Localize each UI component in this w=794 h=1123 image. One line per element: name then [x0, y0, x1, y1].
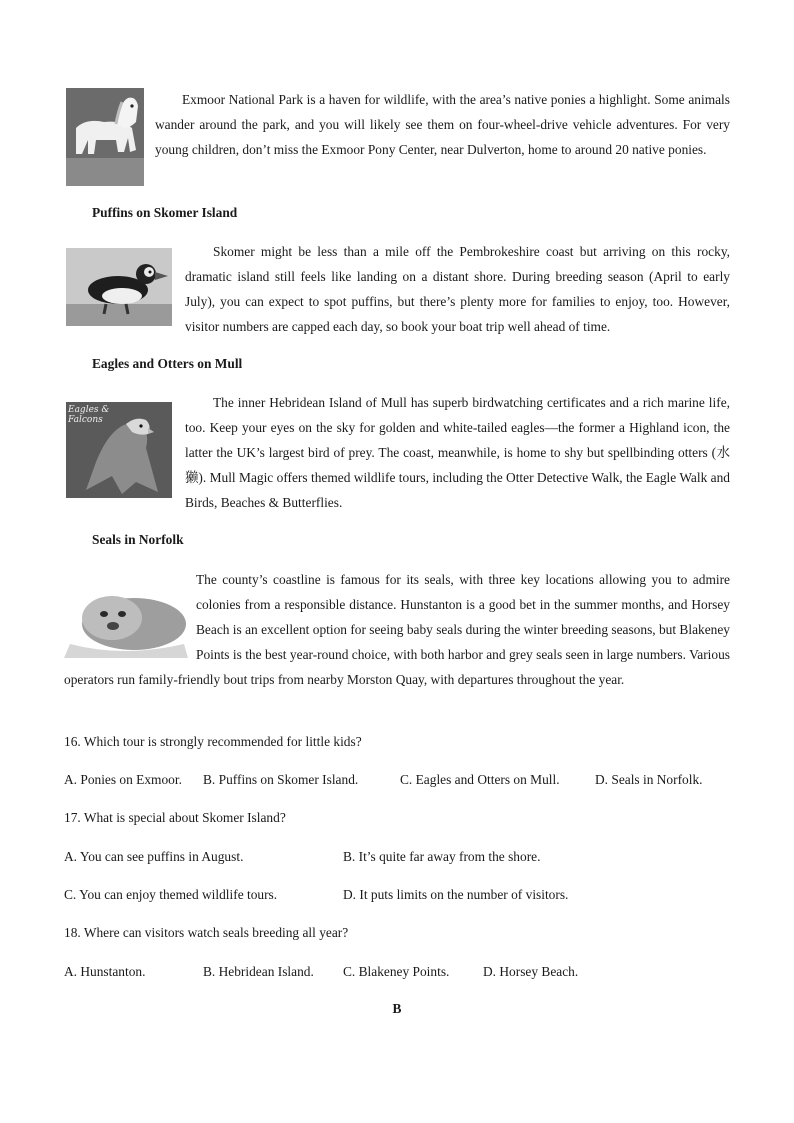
skomer-paragraph: Skomer might be less than a mile off the Pembrokeshire coast but arriving on this rocky, dramatic island still feels like landing on a distant shore. During breeding season (April to early July), you can expect to spot puffins, but there’s plenty more for families to enjoy, too. However, visitor numbers are capped each day, so book your boat trip well ahead of time.: [185, 244, 730, 334]
norfolk-float-spacer: [64, 567, 196, 667]
question-18-option-d: D. Horsey Beach.: [483, 964, 579, 979]
question-17-option-d: D. It puts limits on the number of visitors.: [343, 887, 569, 902]
norfolk-paragraph-text: The county’s coastline is famous for its seals, with three key locations allowing you to admire colonies from a responsible distance. Hunstanton is a good bet in the summer months, and Horsey Beach is an excellent option for seeing baby seals during the winter breeding seasons, but Blakeney Points is the best year-round choice, with both harbor and grey seals seen in large numbers. Various operators run family-friendly bout trips from nearby Morston Quay, with departures throughout the year.: [64, 572, 730, 687]
exmoor-paragraph: Exmoor National Park is a haven for wildlife, with the area’s native ponies a highlight. Some animals wander around the park, and you will likely see them on four-wheel-drive vehicle adventures. For very young children, don’t miss the Exmoor Pony Center, near Dulverton, home to around 20 native ponies.: [155, 92, 730, 157]
mull-paragraph: The inner Hebridean Island of Mull has superb birdwatching certificates and a rich marine life, too. Keep your eyes on the sky for golden and white-tailed eagles—the former a Highland icon, the latter the UK’s largest bird of prey. The coast, meanwhile, is home to shy but spellbinding otters (水獭). Mull Magic offers themed wildlife tours, including the Otter Detective Walk, the Eagle Walk and Birds, Beaches & Butterflies.: [185, 395, 730, 510]
pony-photo: [66, 88, 144, 186]
question-17-option-b: B. It’s quite far away from the shore.: [343, 849, 541, 864]
question-16-option-c: C. Eagles and Otters on Mull.: [400, 772, 560, 787]
section-heading-skomer: Puffins on Skomer Island: [92, 205, 238, 220]
question-18-option-b: B. Hebridean Island.: [203, 964, 314, 979]
question-17-option-c: C. You can enjoy themed wildlife tours.: [64, 887, 278, 902]
question-17-stem: 17. What is special about Skomer Island?: [64, 810, 286, 825]
section-heading-mull: Eagles and Otters on Mull: [92, 356, 243, 371]
question-16-option-a: A. Ponies on Exmoor.: [64, 772, 182, 787]
eagle-photo-caption: Eagles & Falcons: [68, 405, 110, 425]
puffin-photo: [66, 248, 172, 326]
norfolk-paragraph: [64, 567, 730, 692]
question-17-option-a: A. You can see puffins in August.: [64, 849, 244, 864]
question-18-option-c: C. Blakeney Points.: [343, 964, 450, 979]
eagle-photo: [66, 402, 172, 498]
question-18-stem: 18. Where can visitors watch seals breeding all year?: [64, 925, 349, 940]
question-16-stem: 16. Which tour is strongly recommended for little kids?: [64, 734, 362, 749]
section-b-label: B: [392, 1001, 402, 1016]
question-16-option-b: B. Puffins on Skomer Island.: [203, 772, 359, 787]
section-heading-norfolk: Seals in Norfolk: [92, 532, 184, 547]
question-16-option-d: D. Seals in Norfolk.: [595, 772, 703, 787]
question-18-option-a: A. Hunstanton.: [64, 964, 146, 979]
